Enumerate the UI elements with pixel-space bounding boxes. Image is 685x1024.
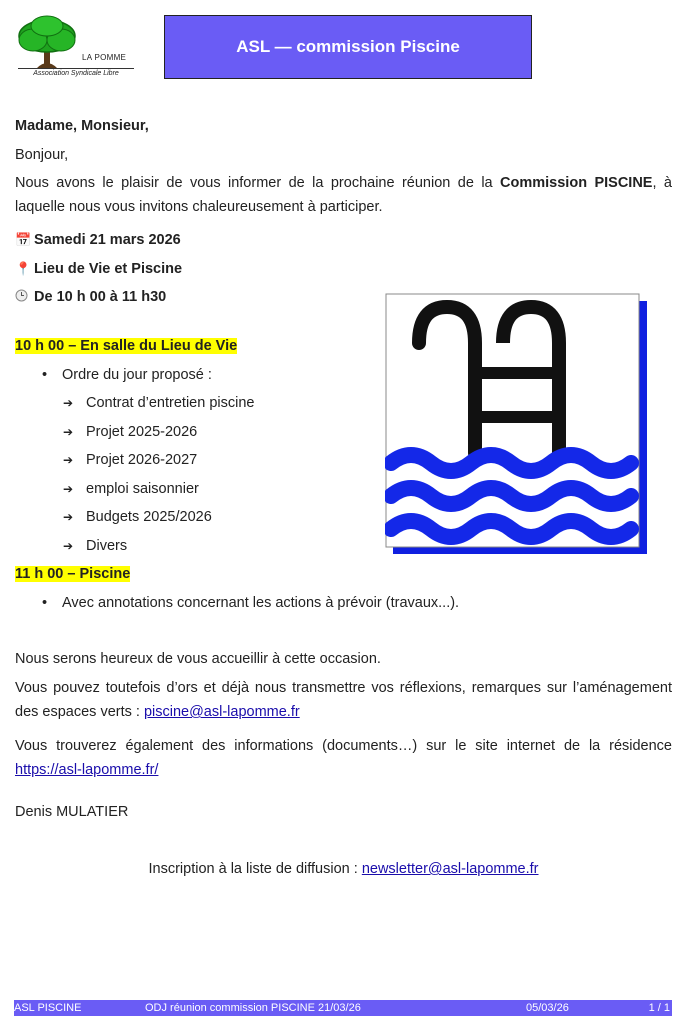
section2-title xyxy=(15,562,672,586)
event-date-text: Samedi 21 mars 2026 xyxy=(34,232,181,248)
closing-feedback-text: Vous pouvez toutefois d’ors et déjà nous transmettre vos réflexions, remarques sur l’aménagement des espaces verts : xyxy=(15,680,672,720)
pin-icon: 📍 xyxy=(15,261,32,276)
arrow-right-icon: ➔ xyxy=(63,425,74,439)
agenda-item-text: Divers xyxy=(86,538,128,554)
arrow-right-icon: ➔ xyxy=(63,482,74,496)
section2-title-text: 11 h 00 – Piscine xyxy=(15,566,131,582)
closing-feedback xyxy=(15,676,672,724)
intro-paragraph xyxy=(15,171,672,219)
page-footer xyxy=(14,1000,672,1016)
intro-bold: Commission PISCINE xyxy=(500,175,653,191)
closing-website xyxy=(15,734,672,782)
closing-welcome: Nous serons heureux de vous accueillir à cette occasion. xyxy=(15,651,381,667)
arrow-right-icon: ➔ xyxy=(63,453,74,467)
arrow-right-icon: ➔ xyxy=(63,510,74,524)
newsletter-line xyxy=(15,857,672,881)
footer-center: ODJ réunion commission PISCINE 21/03/26 xyxy=(145,1002,361,1014)
event-time-text: De 10 h 00 à 11 h30 xyxy=(34,289,167,305)
intro-before: Nous avons le plaisir de vous informer de la prochaine réunion de la xyxy=(15,175,501,191)
arrow-right-icon: ➔ xyxy=(63,539,74,553)
newsletter-text: Inscription à la liste de diffusion : xyxy=(148,861,362,877)
section1-bullet-text: Ordre du jour proposé : xyxy=(62,367,212,383)
event-location xyxy=(15,257,672,281)
newsletter-email-link[interactable]: newsletter@asl-lapomme.fr xyxy=(361,861,539,877)
website-link[interactable]: https://asl-lapomme.fr/ xyxy=(15,762,159,778)
bullet-icon: • xyxy=(42,367,48,383)
swimming-pool-icon xyxy=(385,293,647,554)
page-title: ASL — commission Piscine xyxy=(164,15,532,79)
greeting: Bonjour, xyxy=(15,147,69,163)
agenda-item-text: Budgets 2025/2026 xyxy=(86,509,212,525)
event-location-text: Lieu de Vie et Piscine xyxy=(34,261,183,277)
bullet-icon: • xyxy=(42,595,48,611)
agenda-item-text: emploi saisonnier xyxy=(86,481,199,497)
footer-date: 05/03/26 xyxy=(526,1002,569,1014)
section1-title-text: 10 h 00 – En salle du Lieu de Vie xyxy=(15,338,238,354)
signature: Denis MULATIER xyxy=(15,804,129,820)
footer-page: 1 / 1 xyxy=(648,1002,670,1014)
calendar-icon: 📅 xyxy=(15,232,32,247)
agenda-item-text: Projet 2026-2027 xyxy=(86,452,198,468)
agenda-item-text: Projet 2025-2026 xyxy=(86,424,198,440)
logo-name: LA POMME xyxy=(82,53,127,62)
intro-after: , à laquelle nous vous invitons chaleureusement à participer. xyxy=(15,175,673,215)
clock-icon xyxy=(15,285,30,309)
arrow-right-icon: ➔ xyxy=(63,396,74,410)
salutation: Madame, Monsieur, xyxy=(15,118,149,134)
section2-bullet-text: Avec annotations concernant les actions à prévoir (travaux...). xyxy=(62,595,460,611)
logo-subtitle: Association Syndicale Libre xyxy=(18,68,134,77)
agenda-item-text: Contrat d’entretien piscine xyxy=(86,395,255,411)
event-date xyxy=(15,228,672,252)
footer-left: ASL PISCINE xyxy=(14,1002,82,1014)
closing-website-text: Vous trouverez également des informations (documents…) sur le site internet de la résidence xyxy=(15,738,672,754)
piscine-email-link[interactable]: piscine@asl-lapomme.fr xyxy=(143,704,300,720)
